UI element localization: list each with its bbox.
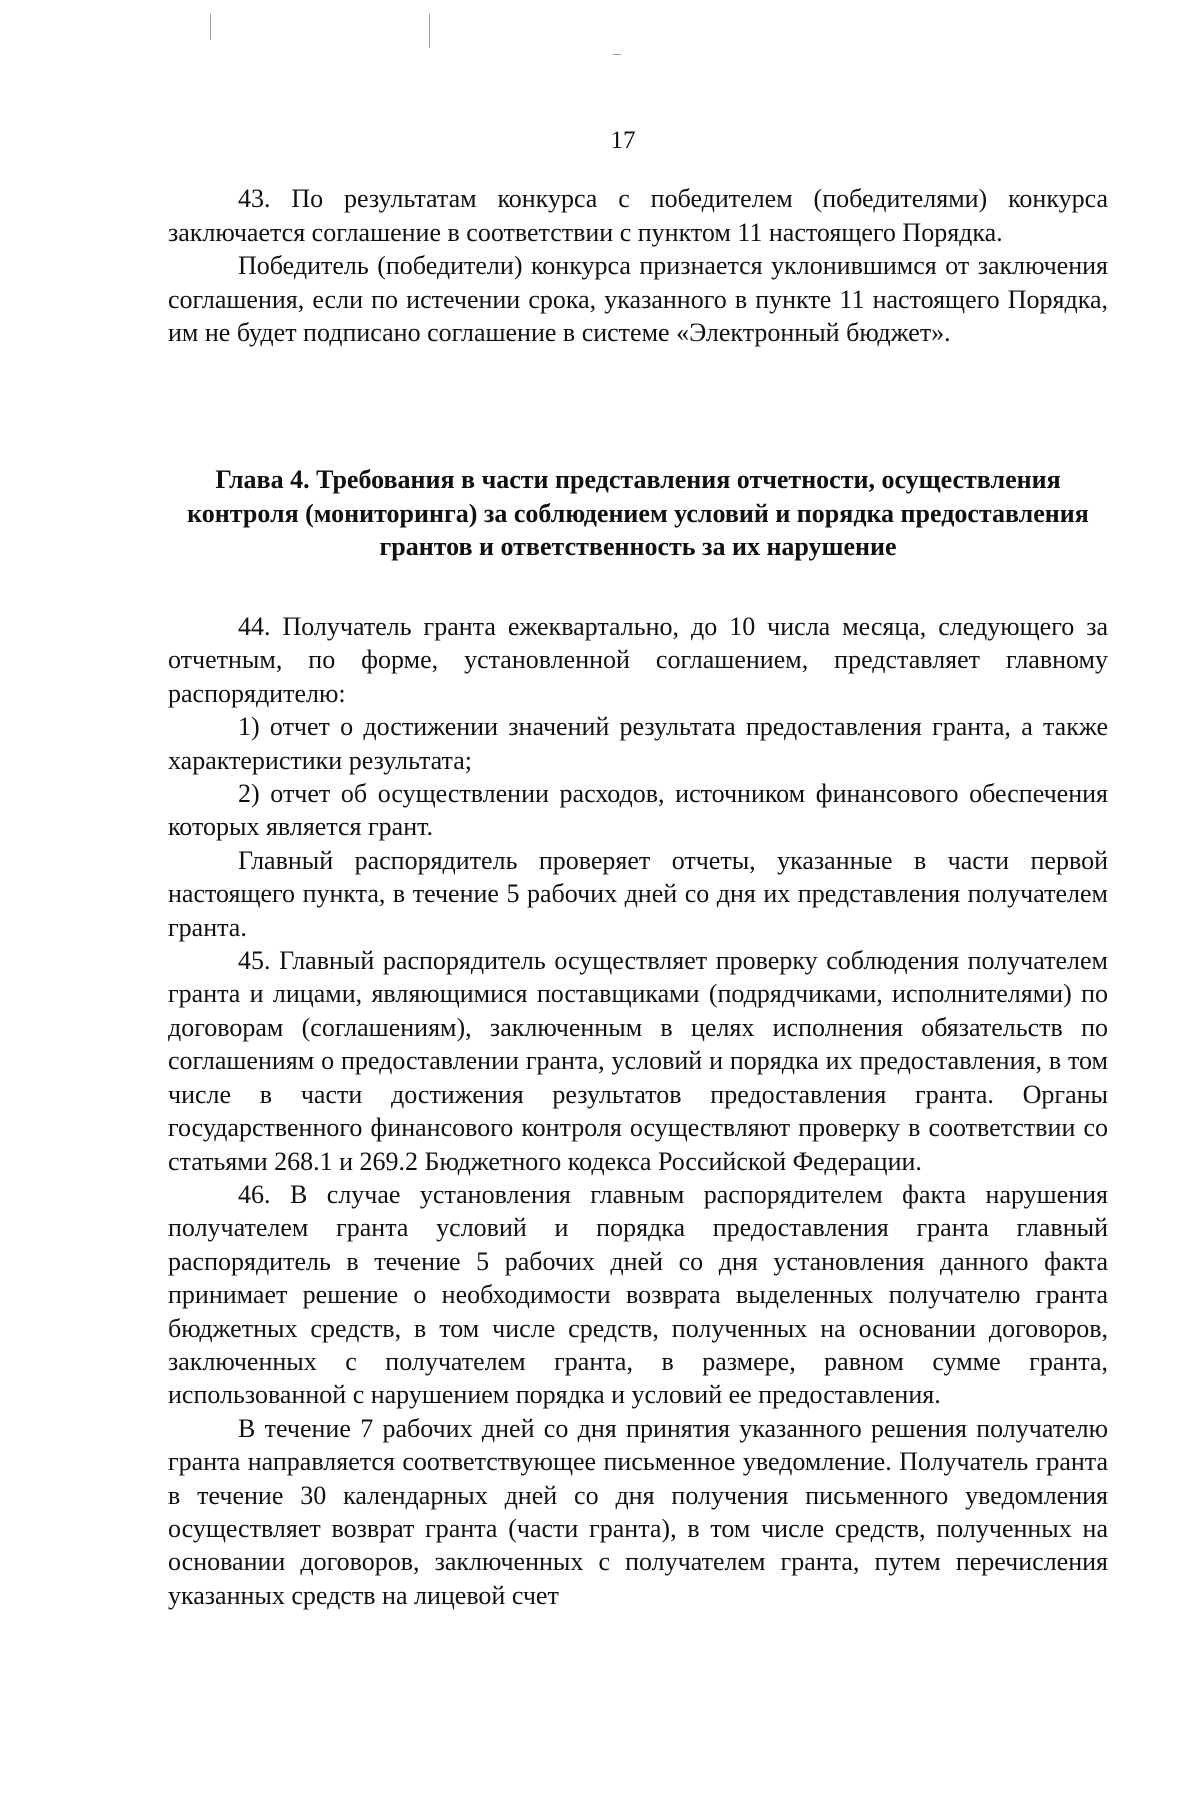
page-number: 17 (610, 127, 636, 154)
chapter-body (168, 610, 1108, 1612)
paragraph: 2) отчет об осуществлении расходов, источником финансового обеспечения которых является грант. (168, 779, 1108, 842)
paragraph: 45. Главный распорядитель осуществляет проверку соблюдения получателем гранта и лицами, являющимися поставщиками (подрядчиками, исполнителями) по договорам (соглашениям), заключенным в целях исполнения обязательств по соглашениям о предоставлении гранта, условий и порядка их предоставления, в том числе в части достижения результатов предоставления гранта. Органы государственного финансового контроля осуществляют проверку в соответствии со статьями 268.1 и 269.2 Бюджетного кодекса Российской Федерации. (168, 946, 1108, 1176)
paragraph: 46. В случае установления главным распорядителем факта нарушения получателем гранта условий и порядка предоставления гранта главный распорядитель в течение 5 рабочих дней со дня установления данного факта принимает решение о необходимости возврата выделенных получателю гранта бюджетных средств, в том числе средств, полученных на основании договоров, заключенных с получателем гранта, в размере, равном сумме гранта, использованной с нарушением порядка и условий ее предоставления. (168, 1179, 1108, 1410)
scan-artifact-line (429, 14, 430, 48)
paragraph: 43. По результатам конкурса с победителем (победителями) конкурса заключается соглашение в соответствии с пунктом 11 настоящего Порядка. (168, 184, 1108, 247)
paragraph: 1) отчет о достижении значений результата предоставления гранта, а также характеристики результата; (168, 712, 1108, 775)
scan-artifact-line (210, 14, 211, 40)
scan-artifact-dash (613, 54, 621, 55)
chapter-heading: Глава 4. Требования в части представления отчетности, осуществления контроля (мониторинга) за соблюдением условий и порядка предоставления грантов и ответственность за их нарушение (187, 465, 1089, 561)
top-section (168, 182, 1108, 350)
paragraph: Победитель (победители) конкурса признается уклонившимся от заключения соглашения, если по истечении срока, указанного в пункте 11 настоящего Порядка, им не будет подписано соглашение в системе «Электронный бюджет». (168, 251, 1108, 348)
paragraph: Главный распорядитель проверяет отчеты, указанные в части первой настоящего пункта, в течение 5 рабочих дней со дня их представления получателем гранта. (168, 845, 1108, 942)
paragraph: В течение 7 рабочих дней со дня принятия указанного решения получателю гранта направляется соответствующее письменное уведомление. Получатель гранта в течение 30 календарных дней со дня получения письменного уведомления осуществляет возврат гранта (части гранта), в том числе средств, полученных на основании договоров, заключенных с получателем гранта, путем перечисления указанных средств на лицевой счет (168, 1413, 1108, 1610)
paragraph: 44. Получатель гранта ежеквартально, до 10 числа месяца, следующего за отчетным, по форме, установленной соглашением, представляет главному распорядителю: (168, 612, 1108, 708)
